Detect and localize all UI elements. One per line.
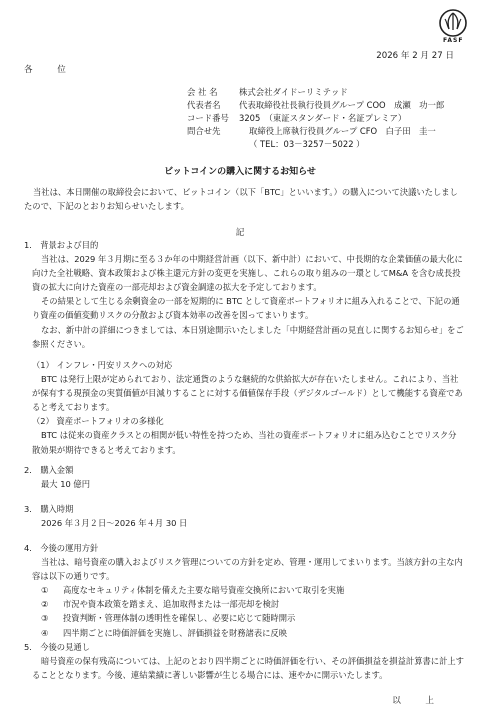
section1-paragraph-2: その結果として生じる余剰資金の一部を短期的に BTC として資産ポートフォリオに組み入れることで、下記の通り資産の価値変動リスクの分散および資本効率の改善を図ってまいります。 [32, 296, 460, 321]
subsection1-heading: （1） インフレ・円安リスクへの対応 [32, 360, 173, 370]
section4-text: 当社は、暗号資産の購入およびリスク管理についての方針を定め、管理・運用してまいります。当該方針の主な内容は以下の通りです。 [32, 557, 463, 582]
subsection2-heading: （2） 資産ポートフォリオの多様化 [32, 416, 164, 427]
section2-heading: 2. 購入金額 [24, 465, 74, 475]
contact-value: 取締役上席執行役員グループ CFO 白子田 圭一 [249, 126, 436, 136]
end-mark: 以 上 [392, 696, 442, 706]
subsection1-text: BTC は発行上限が定められており、法定通貨のような継続的な供給拡大が存在いたしません。これにより、当社が保有する現預金の実質価値が目減りすることに対する価値保存手段（デジタルゴールド）として機能する資産であると考えております。 [32, 374, 463, 413]
representative-row [187, 99, 467, 112]
section1-heading: 1. 背景および目的 [24, 240, 99, 250]
tel-row [187, 138, 467, 151]
section1-subsections [24, 358, 464, 457]
section3-value: 2026 年３月２日～2026 年４月 30 日 [41, 518, 188, 529]
ki-heading: 記 [235, 228, 245, 238]
policy-list-item [24, 583, 464, 597]
code-label: コード番号 [187, 113, 229, 123]
list-number: ① [41, 585, 49, 596]
list-text: 投資判断・管理体制の透明性を確保し、必要に応じて随時開示 [63, 613, 296, 624]
list-number: ② [41, 599, 49, 610]
policy-list-item [24, 611, 464, 625]
intro-paragraph: 当社は、本日開催の取締役会において、ビットコイン（以下「BTC」といいます。）の購入について決議いたしましたので、下記のとおりお知らせいたします。 [24, 187, 458, 212]
section-amount [24, 463, 464, 491]
page-title: ビットコインの購入に関するお知らせ [164, 167, 316, 177]
policy-list-item [24, 626, 464, 640]
company-name-row [187, 86, 467, 99]
section1-paragraph-1: 当社は、2029 年３月期に至る３か年の中期経営計画（以下、新中計）において、中長期的な企業価値の最大化に向けた全社戦略、資本政策および株主還元方針の変更を実施し、これらの取り組みの一環としてM&A を含む成長投資の拡大に向けた資産の一部売却および資金調達の拡大を予定しております。 [32, 254, 463, 293]
list-text: 四半期ごとに時価評価を実施し、評価損益を財務諸表に反映 [63, 627, 288, 638]
addressee: 各 位 [24, 65, 74, 75]
subsection2-text: BTC は従来の資産クラスとの相関が低い特性を持つため、当社の資産ポートフォリオに組み込むことでリスク分散効果が期待できると考えております。 [32, 430, 457, 455]
code-row [187, 112, 467, 125]
section3-heading: 3. 購入時期 [24, 504, 74, 514]
section2-value: 最大 10 億円 [41, 479, 91, 490]
document-date: 2026 年 2 月 27 日 [376, 51, 454, 61]
section-background [24, 238, 464, 351]
code-value: 3205 （東証スタンダード・名証プレミア） [239, 113, 407, 123]
policy-list-item [24, 597, 464, 611]
section-period [24, 502, 464, 530]
representative-label: 代表者名 [187, 100, 221, 110]
company-name-label: 会 社 名 [187, 87, 218, 97]
logo-text: FASF [443, 37, 464, 44]
section-outlook [24, 640, 464, 682]
contact-row [187, 125, 467, 138]
list-text: 市況や資本政策を踏まえ、追加取得または一部売却を検討 [63, 599, 280, 610]
list-number: ③ [41, 613, 49, 624]
company-name-value: 株式会社ダイドーリミテッド [239, 87, 348, 97]
company-logo [436, 8, 470, 46]
contact-label: 問合せ先 [187, 126, 221, 136]
contact-tel: （ TEL：03－3257－5022 ） [249, 139, 365, 149]
section5-text: 暗号資産の保有残高については、上記のとおり四半期ごとに時価評価を行い、その評価損益を損益計算書に計上することとなります。今後、連結業績に著しい影響が生じる場合には、速やかに開示いたします。 [32, 656, 464, 681]
section-policy [24, 541, 464, 640]
section4-heading: 4. 今後の運用方針 [24, 543, 99, 553]
list-number: ④ [41, 627, 49, 638]
section5-heading: 5. 今後の見通し [24, 642, 90, 652]
section1-paragraph-3: なお、新中計の詳細につきましては、本日別途開示いたしました「中期経営計画の見直しに関するお知らせ」をご参照ください。 [32, 324, 464, 349]
representative-value: 代表取締役社長執行役員グループ COO 成瀬 功一郎 [239, 100, 445, 110]
list-text: 高度なセキュリティ体制を備えた主要な暗号資産交換所において取引を実施 [63, 585, 345, 596]
company-info [187, 86, 467, 151]
